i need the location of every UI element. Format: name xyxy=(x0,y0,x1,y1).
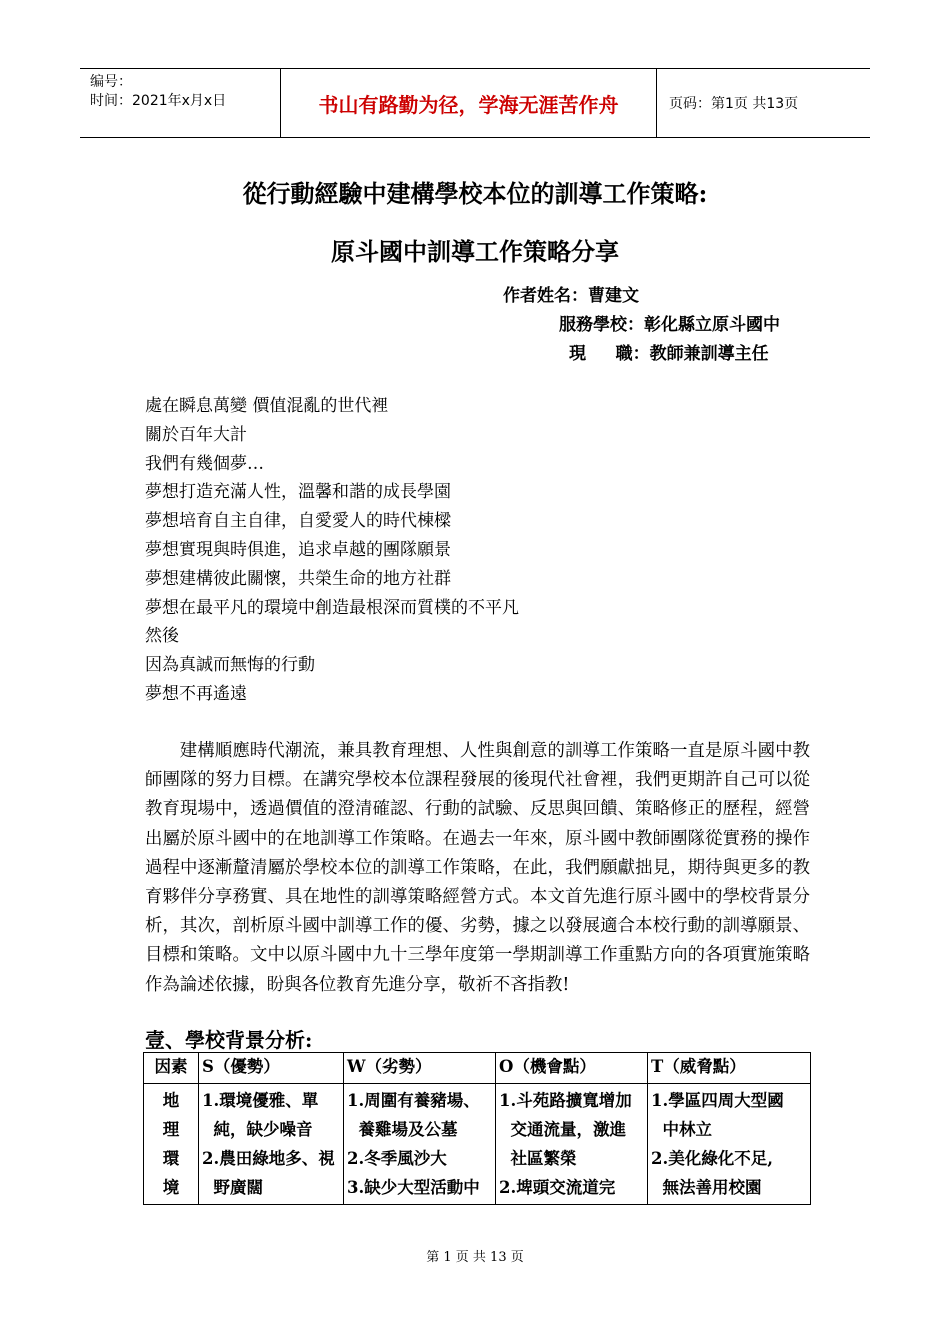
factor-cell xyxy=(144,1084,199,1205)
poem xyxy=(145,392,519,709)
header-info xyxy=(80,69,280,137)
header-threats: T（威脅點） xyxy=(648,1053,811,1084)
factor-char: 境 xyxy=(162,1178,180,1197)
section-title: 壹、學校背景分析: xyxy=(145,1028,313,1052)
poem-line: 然後 xyxy=(145,626,179,647)
cell-line: 1.周圍有養豬場、 xyxy=(347,1091,480,1110)
poem-line: 我們有幾個夢… xyxy=(145,453,264,474)
body-paragraph: 建構順應時代潮流，兼具教育理想、人性與創意的訓導工作策略一直是原斗國中教師團隊的努力目標。在講究學校本位課程發展的後現代社會裡，我們更期許自己可以從教育現場中，透過價值的澄清確認、行動的試驗、反思與回饋、策略修正的歷程，經營出屬於原斗國中的在地訓導工作策略。在過去一年來，原斗國中教師團隊從實務的操作過程中逐漸釐清屬於學校本位的訓導工作策略，在此，我們願獻拙見，期待與更多的教育夥伴分享務實、具在地性的訓導策略經營方式。本文首先進行原斗國中的學校背景分析，其次，剖析原斗國中訓導工作的優、劣勢，據之以發展適合本校行動的訓導願景、目標和策略。文中以原斗國中九十三學年度第一學期訓導工作重點方向的各項實施策略作為論述依據，盼與各位教育先進分享，敬祈不吝指教! xyxy=(145,741,810,995)
document-subtitle: 原斗國中訓導工作策略分享 xyxy=(331,237,619,266)
document-title: 從行動經驗中建構學校本位的訓導工作策略: xyxy=(242,179,708,208)
poem-line: 處在瞬息萬變 價值混亂的世代裡 xyxy=(145,396,389,416)
cell-line: 中林立 xyxy=(651,1120,712,1139)
cell-line: 1.斗苑路擴寬增加 xyxy=(499,1091,632,1110)
cell-line: 純，缺少噪音 xyxy=(202,1120,313,1139)
cell-line: 2.美化綠化不足, xyxy=(651,1149,773,1168)
poem-line: 因為真誠而無悔的行動 xyxy=(145,655,315,676)
cell-line: 無法善用校園 xyxy=(651,1178,762,1197)
poem-line: 夢想實現與時俱進，追求卓越的團隊願景 xyxy=(145,539,451,560)
author-name: 作者姓名：曹建文 xyxy=(503,286,639,306)
cell-line: 野廣闊 xyxy=(202,1178,263,1197)
weaknesses-cell xyxy=(344,1084,496,1205)
strengths-cell xyxy=(199,1084,344,1205)
poem-line: 關於百年大計 xyxy=(145,424,247,445)
poem-line: 夢想培育自主自律，自愛愛人的時代棟樑 xyxy=(145,511,451,532)
table-header-row xyxy=(144,1053,811,1084)
cell-line: 2.農田綠地多、視 xyxy=(202,1149,335,1168)
cell-line: 2.埤頭交流道完 xyxy=(499,1178,616,1197)
cell-line: 交通流量，激進 xyxy=(499,1120,626,1139)
opportunities-cell xyxy=(496,1084,648,1205)
cell-line: 養雞場及公墓 xyxy=(347,1120,458,1139)
header-weaknesses: W（劣勢） xyxy=(344,1053,496,1084)
cell-line: 3.缺少大型活動中 xyxy=(347,1178,480,1197)
header-factor: 因素 xyxy=(144,1053,199,1084)
poem-line: 夢想打造充滿人性，溫馨和諧的成長學園 xyxy=(145,482,451,503)
author-position: 現 職：教師兼訓導主任 xyxy=(569,344,769,364)
time-label: 时间：2021年x月x日 xyxy=(90,93,227,109)
header-page-info: 页码：第1页 共13页 xyxy=(669,96,799,112)
poem-line: 夢想在最平凡的環境中創造最根深而質樸的不平凡 xyxy=(145,597,519,618)
number-label: 编号： xyxy=(90,74,132,90)
page-header xyxy=(80,68,870,138)
header-opportunities: O（機會點） xyxy=(496,1053,648,1084)
factor-char: 地 xyxy=(162,1091,180,1110)
header-strengths: S（優勢） xyxy=(199,1053,344,1084)
cell-line: 1.環境優雅、單 xyxy=(202,1091,319,1110)
cell-line: 社區繁榮 xyxy=(499,1149,577,1168)
cell-line: 1.學區四周大型國 xyxy=(651,1091,784,1110)
poem-line: 夢想建構彼此關懷，共榮生命的地方社群 xyxy=(145,568,451,589)
poem-line: 夢想不再遙遠 xyxy=(145,683,247,704)
cell-line: 2.冬季風沙大 xyxy=(347,1149,447,1168)
swot-table xyxy=(143,1052,811,1205)
factor-char: 環 xyxy=(162,1149,180,1168)
threats-cell xyxy=(648,1084,811,1205)
page-footer: 第 1 页 共 13 页 xyxy=(426,1250,524,1265)
author-school: 服務學校：彰化縣立原斗國中 xyxy=(559,315,780,335)
factor-char: 理 xyxy=(162,1120,180,1139)
header-motto: 书山有路勤为径，学海无涯苦作舟 xyxy=(280,69,657,137)
table-row xyxy=(144,1084,811,1205)
